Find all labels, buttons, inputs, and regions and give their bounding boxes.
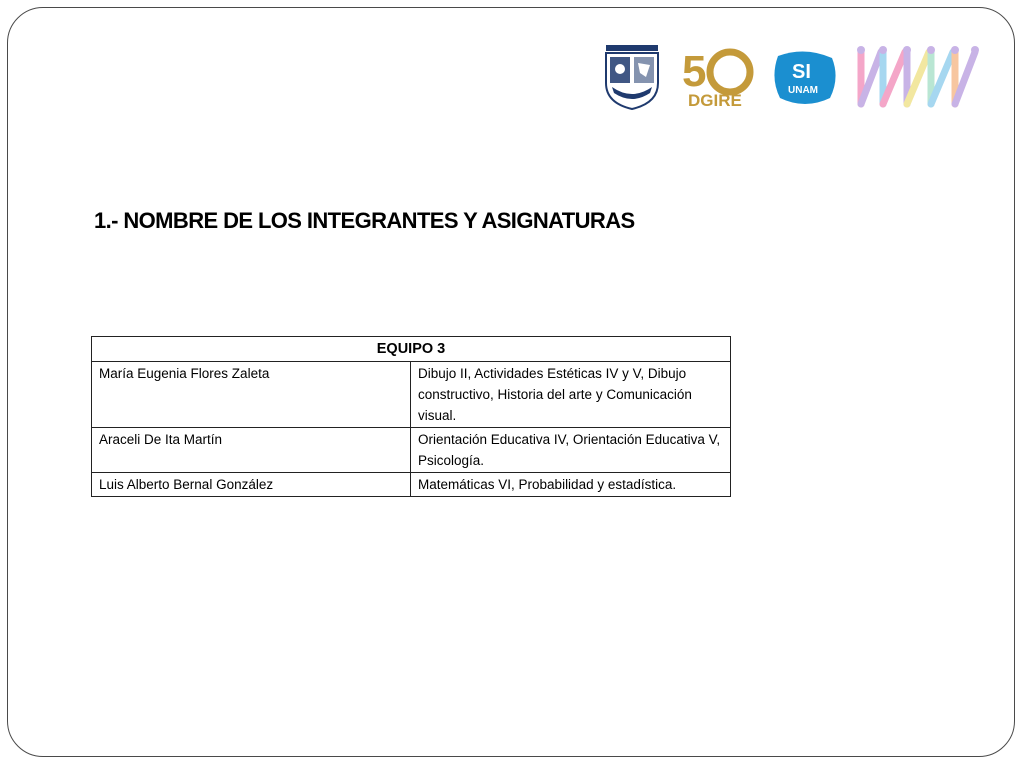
dgire-50-text: DGIRE <box>688 91 742 110</box>
color-stripes-logo <box>855 44 983 110</box>
member-name: María Eugenia Flores Zaleta <box>92 362 411 428</box>
table-row <box>92 428 731 473</box>
member-subjects: Matemáticas VI, Probabilidad y estadística. <box>411 473 731 497</box>
member-subjects: Orientación Educativa IV, Orientación Educativa V, Psicología. <box>411 428 731 473</box>
page-title: 1.- NOMBRE DE LOS INTEGRANTES Y ASIGNATURAS <box>94 208 635 233</box>
si-unam-text-top: SI <box>792 61 811 83</box>
dgire-50-number: 5 <box>682 47 707 96</box>
table-header-row <box>92 337 731 362</box>
si-unam-text-bottom: UNAM <box>788 85 818 96</box>
member-name: Luis Alberto Bernal González <box>92 473 411 497</box>
unam-shield-logo <box>600 43 664 111</box>
si-unam-logo <box>770 46 840 108</box>
dgire-50-logo <box>680 42 756 110</box>
logo-bar <box>600 40 985 112</box>
member-name: Araceli De Ita Martín <box>92 428 411 473</box>
member-subjects: Dibujo II, Actividades Estéticas IV y V, Dibujo constructivo, Historia del arte y Comunicación visual. <box>411 362 731 428</box>
team-header: EQUIPO 3 <box>92 337 731 362</box>
table-row <box>92 473 731 497</box>
table-row <box>92 362 731 428</box>
team-table <box>91 336 731 497</box>
